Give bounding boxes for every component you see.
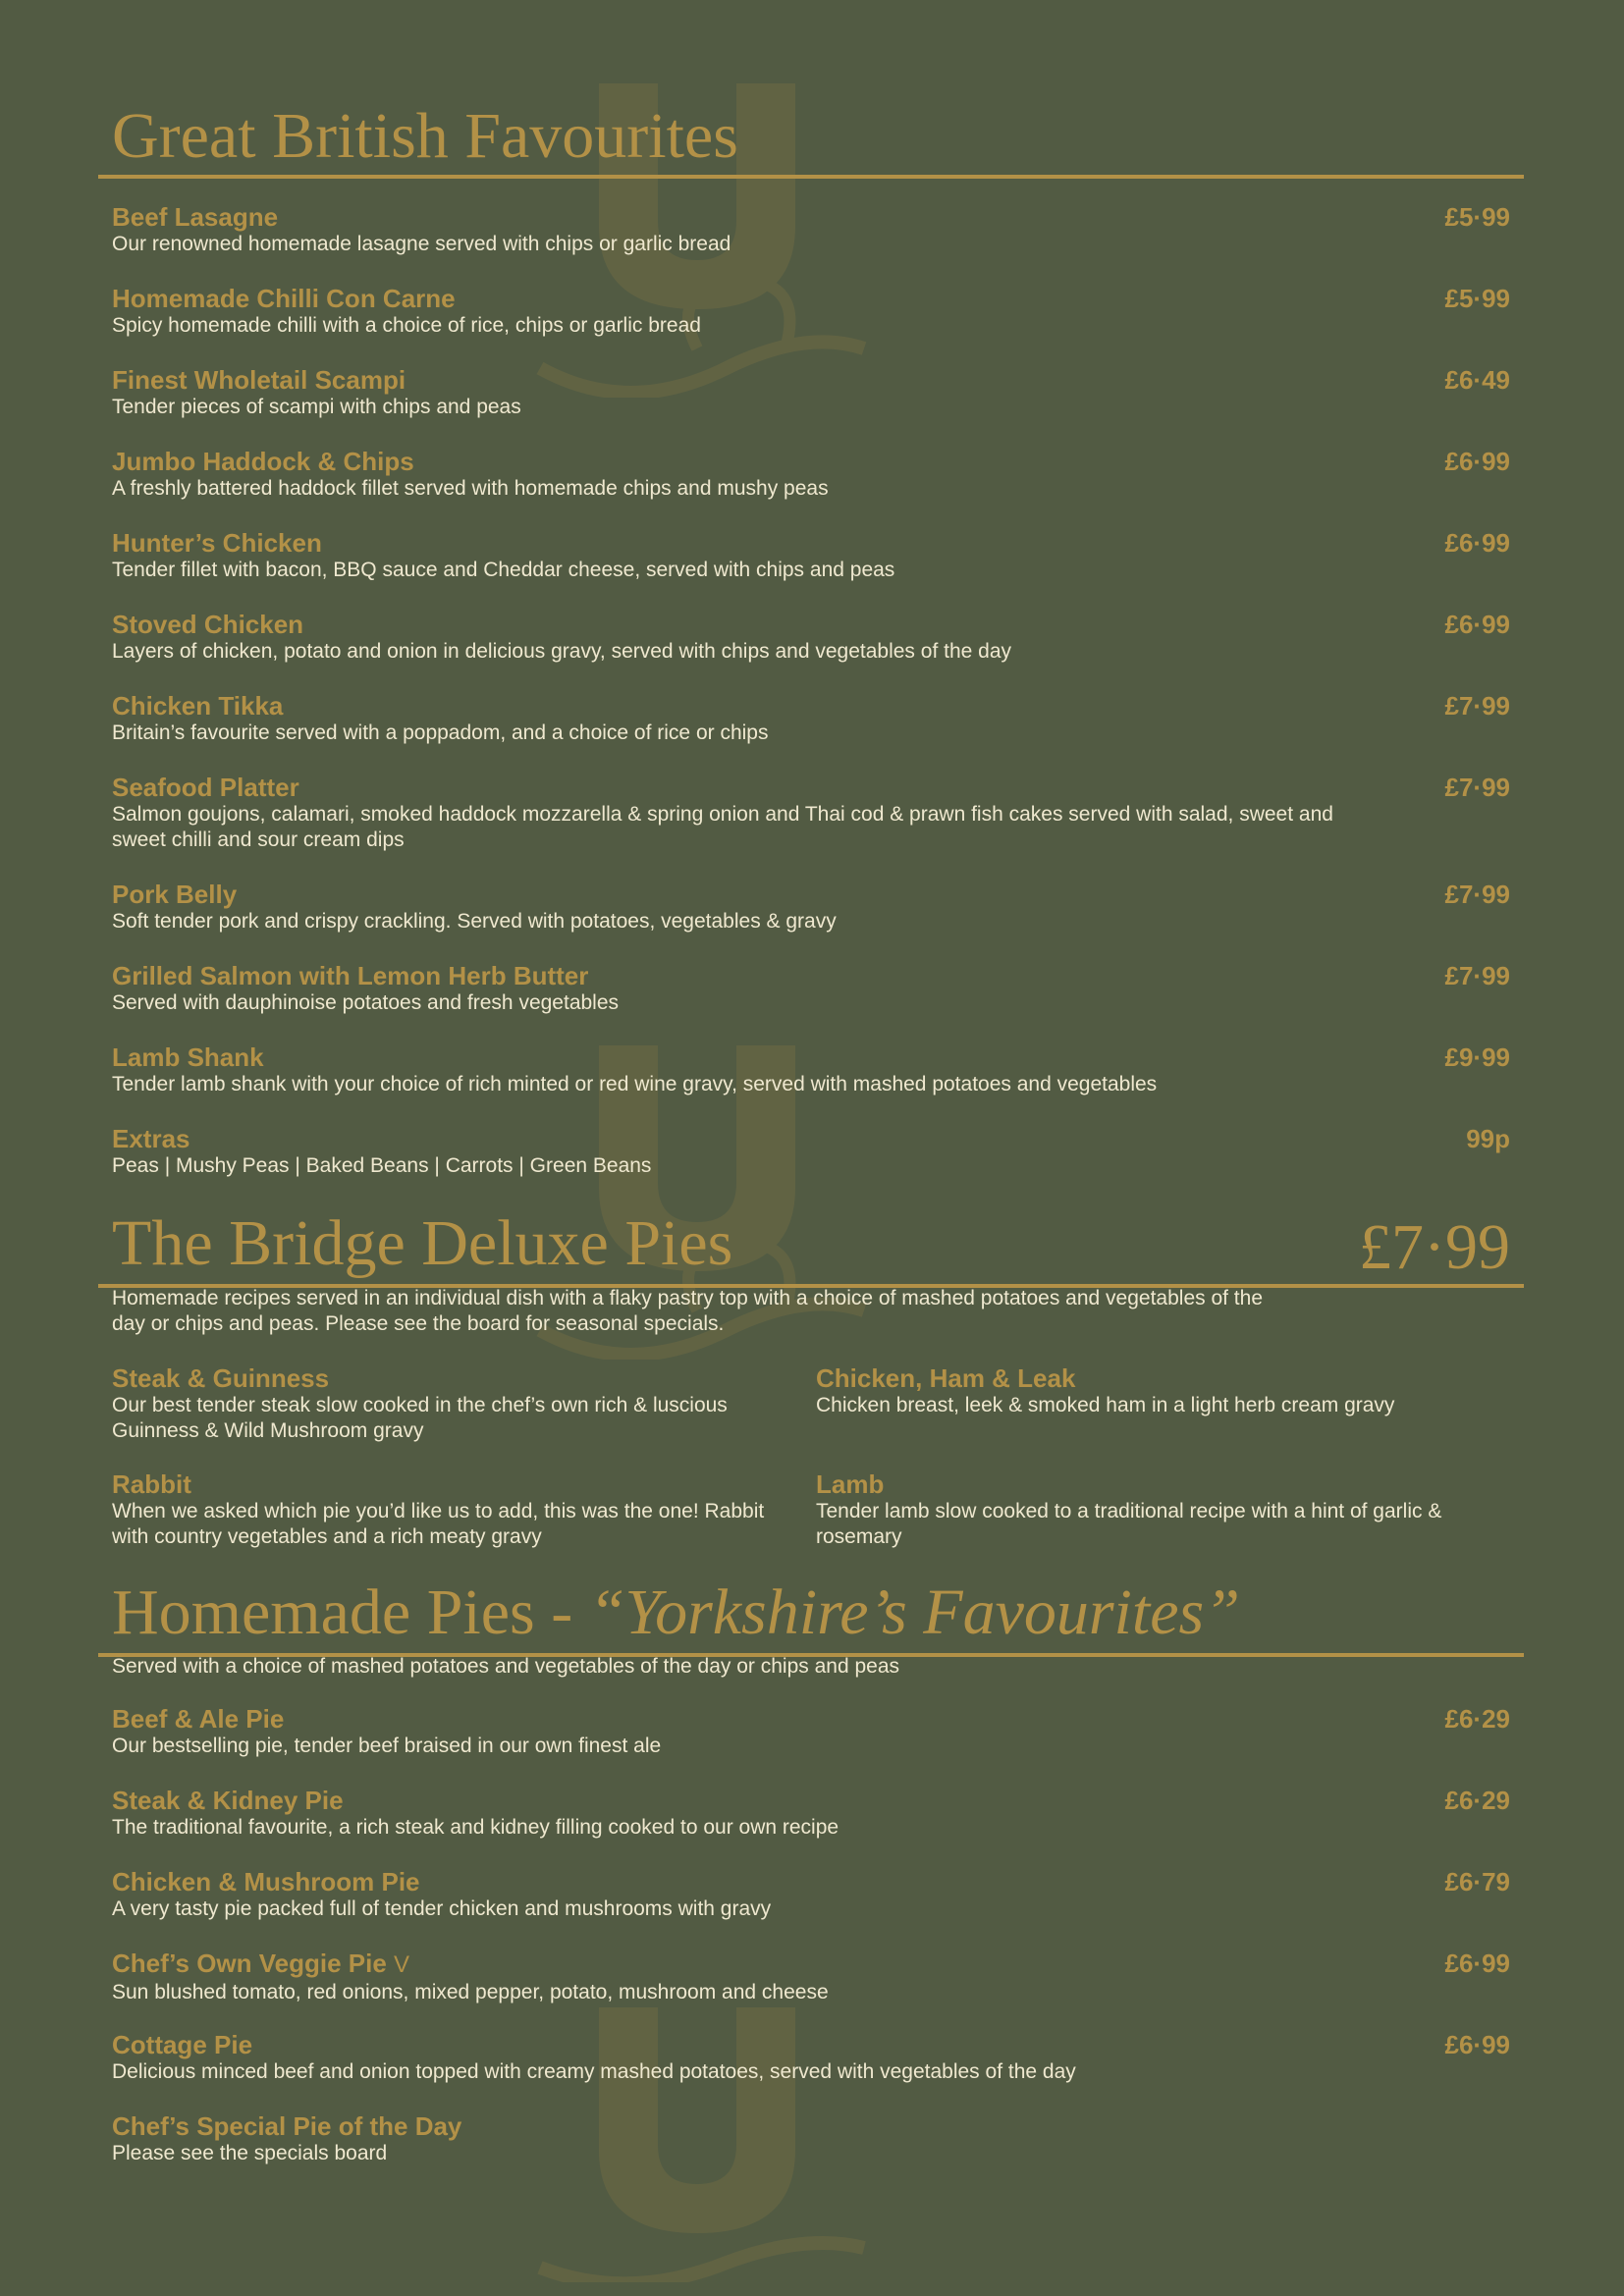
item-price: £6·29	[1444, 1786, 1510, 1815]
item-price: £5·99	[1444, 284, 1510, 313]
item-price: £7·99	[1444, 691, 1510, 721]
item-price: £6·99	[1444, 1949, 1510, 1978]
menu-item	[112, 1042, 1510, 1097]
section-title	[98, 1576, 1524, 1648]
item-name: Hunter’s Chicken	[112, 528, 322, 558]
section-title-main: Homemade Pies -	[112, 1576, 589, 1648]
menu-item	[112, 1786, 1510, 1841]
item-name: Lamb	[816, 1469, 885, 1499]
item-price: £6·99	[1444, 447, 1510, 476]
pie-item	[816, 1469, 1503, 1550]
item-price: £7·99	[1444, 880, 1510, 909]
item-price: £7·99	[1444, 961, 1510, 990]
item-name: Finest Wholetail Scampi	[112, 365, 406, 395]
menu-item	[112, 202, 1510, 257]
item-description: Soft tender pork and crispy crackling. Served with potatoes, vegetables & gravy	[112, 910, 837, 933]
item-name: Stoved Chicken	[112, 610, 304, 639]
item-description: When we asked which pie you’d like us to add, this was the one! Rabbit with country vegetables and a rich meaty gravy	[112, 1500, 765, 1548]
item-name: Chicken, Ham & Leak	[816, 1363, 1076, 1393]
menu-item	[112, 1867, 1510, 1922]
item-name: Chicken & Mushroom Pie	[112, 1867, 420, 1896]
item-description: Delicious minced beef and onion topped with creamy mashed potatoes, served with vegetables of the day	[112, 2060, 1076, 2083]
item-description: Sun blushed tomato, red onions, mixed pepper, potato, mushroom and cheese	[112, 1981, 829, 2003]
item-description: A freshly battered haddock fillet served with homemade chips and mushy peas	[112, 477, 829, 500]
item-price: £9·99	[1444, 1042, 1510, 1072]
section-intro: Served with a choice of mashed potatoes and vegetables of the day or chips and peas	[112, 1655, 900, 1678]
item-name: Beef Lasagne	[112, 202, 279, 232]
item-description: Britain’s favourite served with a poppadom, and a choice of rice or chips	[112, 721, 769, 744]
item-price: £6·49	[1444, 365, 1510, 395]
item-description: Layers of chicken, potato and onion in delicious gravy, served with chips and vegetables of the day	[112, 640, 1012, 663]
menu-item	[112, 773, 1510, 853]
item-name: Seafood Platter	[112, 773, 299, 802]
item-price: 99p	[1466, 1124, 1510, 1153]
menu-item	[112, 2030, 1510, 2085]
vegetarian-badge: V	[394, 1951, 410, 1978]
item-description: A very tasty pie packed full of tender chicken and mushrooms with gravy	[112, 1897, 772, 1920]
item-description: Our bestselling pie, tender beef braised in our own finest ale	[112, 1735, 662, 1757]
item-description: Our best tender steak slow cooked in the chef’s own rich & luscious Guinness & Wild Mushroom gravy	[112, 1394, 728, 1442]
section-title: Great British Favourites	[112, 100, 738, 172]
section-intro: Homemade recipes served in an individual dish with a flaky pastry top with a choice of mashed potatoes and vegetables of the day or chips and peas. Please see the board for seasonal specials.	[112, 1287, 1264, 1335]
item-name: Extras	[112, 1124, 190, 1153]
menu-item	[112, 691, 1510, 746]
item-price: £6·99	[1444, 610, 1510, 639]
item-price: £6·99	[1444, 2030, 1510, 2059]
menu-item	[112, 1949, 1510, 2005]
pie-item	[816, 1363, 1503, 1418]
item-name: Rabbit	[112, 1469, 191, 1499]
menu-item	[112, 365, 1510, 420]
section-header-homemade-pies	[98, 1576, 1524, 1657]
section-title-italic: “Yorkshire’s Favourites”	[588, 1576, 1240, 1648]
item-name: Chicken Tikka	[112, 691, 284, 721]
item-name: Steak & Guinness	[112, 1363, 330, 1393]
item-description: Chicken breast, leek & smoked ham in a light herb cream gravy	[816, 1394, 1395, 1416]
section-header-bridge-deluxe-pies	[98, 1207, 1524, 1288]
item-description: Tender lamb shank with your choice of rich minted or red wine gravy, served with mashed potatoes and vegetables	[112, 1073, 1158, 1095]
item-description: Tender fillet with bacon, BBQ sauce and Cheddar cheese, served with chips and peas	[112, 559, 895, 581]
item-description: Spicy homemade chilli with a choice of rice, chips or garlic bread	[112, 314, 701, 337]
item-name: Jumbo Haddock & Chips	[112, 447, 414, 476]
item-price: £6·29	[1444, 1704, 1510, 1734]
pie-item	[112, 1363, 799, 1444]
item-description: Tender lamb slow cooked to a traditional recipe with a hint of garlic & rosemary	[816, 1500, 1442, 1548]
item-price: £6·99	[1444, 528, 1510, 558]
menu-item	[112, 961, 1510, 1016]
item-description: Our renowned homemade lasagne served with chips or garlic bread	[112, 233, 731, 255]
item-name: Beef & Ale Pie	[112, 1704, 285, 1734]
menu-item	[112, 528, 1510, 583]
item-name: Steak & Kidney Pie	[112, 1786, 344, 1815]
item-name: Pork Belly	[112, 880, 238, 909]
item-price: £6·79	[1444, 1867, 1510, 1896]
menu-item	[112, 880, 1510, 934]
item-name	[112, 1949, 1510, 1980]
item-description: Salmon goujons, calamari, smoked haddock mozzarella & spring onion and Thai cod & prawn fish cakes served with salad, sweet and sweet chilli and sour cream dips	[112, 803, 1333, 851]
item-description: The traditional favourite, a rich steak and kidney filling cooked to our own recipe	[112, 1816, 839, 1839]
item-name: Grilled Salmon with Lemon Herb Butter	[112, 961, 589, 990]
item-name: Homemade Chilli Con Carne	[112, 284, 456, 313]
section-header-great-british-favourites	[98, 100, 1524, 179]
item-price: £7·99	[1444, 773, 1510, 802]
item-name: Chef’s Special Pie of the Day	[112, 2111, 462, 2141]
menu-item	[112, 1124, 1510, 1179]
item-name: Cottage Pie	[112, 2030, 253, 2059]
item-name-text: Chef’s Own Veggie Pie	[112, 1949, 387, 1978]
menu-item	[112, 2111, 1510, 2166]
section-title: The Bridge Deluxe Pies	[112, 1207, 733, 1279]
menu-item	[112, 284, 1510, 339]
item-description: Served with dauphinoise potatoes and fresh vegetables	[112, 991, 620, 1014]
section-price: £7·99	[1359, 1211, 1510, 1283]
pie-item	[112, 1469, 799, 1550]
menu-item	[112, 610, 1510, 665]
item-price: £5·99	[1444, 202, 1510, 232]
menu-item	[112, 447, 1510, 502]
item-description: Peas | Mushy Peas | Baked Beans | Carrots | Green Beans	[112, 1154, 652, 1177]
menu-item	[112, 1704, 1510, 1759]
item-description: Tender pieces of scampi with chips and peas	[112, 396, 521, 418]
item-description: Please see the specials board	[112, 2142, 388, 2164]
item-name: Lamb Shank	[112, 1042, 264, 1072]
